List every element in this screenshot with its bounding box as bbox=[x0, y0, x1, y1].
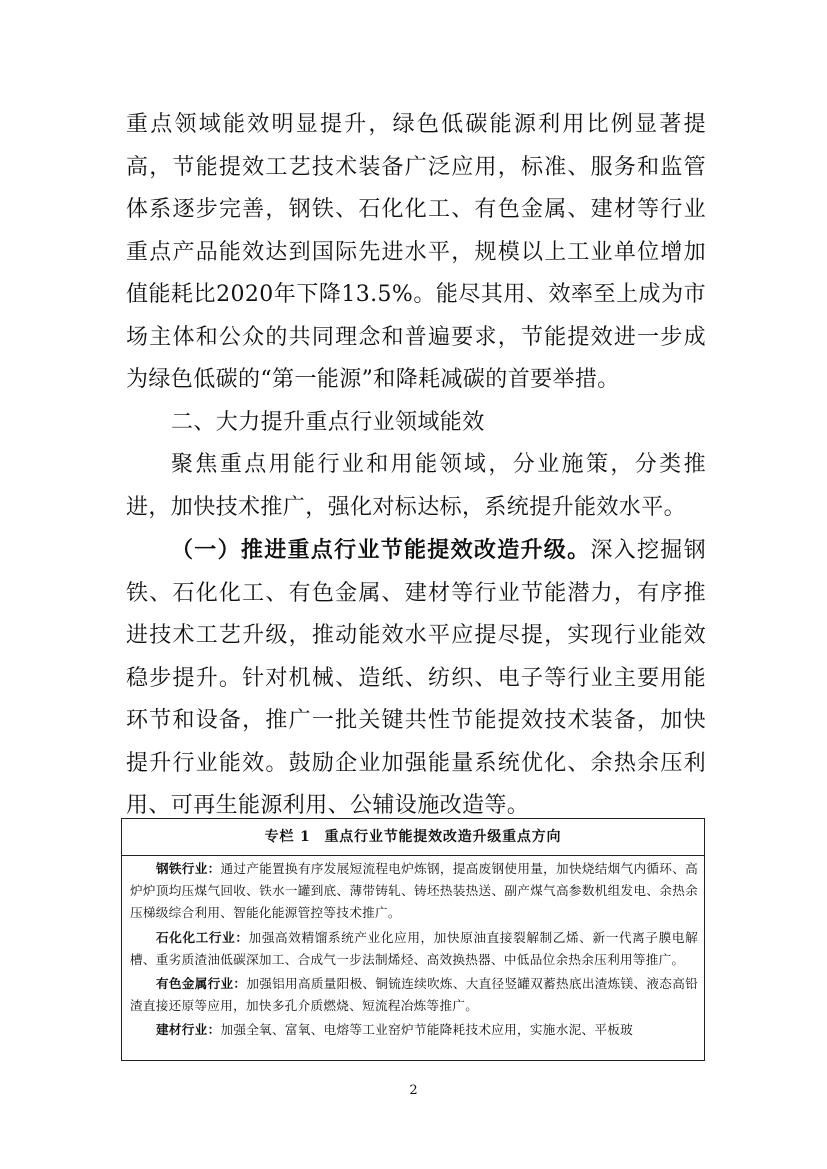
page-number: 2 bbox=[409, 1083, 418, 1098]
paragraph-upgrade bbox=[126, 529, 706, 828]
box-item-text: 加强高效精馏系统产业化应用，加快原油直接裂解制乙烯、新一代离子膜电解槽、重劣质渣油低碳深加工、合成气一步法制烯烃、高效换热器、中低品位余热余压利用等推广。 bbox=[130, 929, 698, 967]
box-item-industry: 有色金属行业： bbox=[156, 976, 247, 992]
box-item-text: 加强全氧、富氧、电熔等工业窑炉节能降耗技术应用，实施水泥、平板玻 bbox=[220, 1022, 634, 1038]
paragraph-goals: 重点领域能效明显提升，绿色低碳能源利用比例显著提高，节能提效工艺技术装备广泛应用，标准、服务和监管体系逐步完善，钢铁、石化化工、有色金属、建材等行业重点产品能效达到国际先进水平，规模以上工业单位增加值能耗比2020年下降13.5%。能尽其用、效率至上成为市场主体和公众的共同理念和普遍要求，节能提效进一步成为绿色低碳的“第一能源”和降耗减碳的首要举措。 bbox=[126, 112, 706, 392]
box-item-building-materials bbox=[130, 1019, 698, 1041]
box-item-industry: 建材行业： bbox=[156, 1022, 221, 1038]
paragraph-upgrade-text: 深入挖掘钢铁、石化化工、有色金属、建材等行业节能潜力，有序推进技术工艺升级，推动能效水平应提尽提，实现行业能效稳步提升。针对机械、造纸、纺织、电子等行业主要用能环节和设备，推广一批关键共性节能提效技术装备，加快提升行业能效。鼓励企业加强能量系统优化、余热余压利用、可再生能源利用、公辅设施改造等。 bbox=[126, 538, 706, 818]
box-item-nonferrous bbox=[130, 973, 698, 1017]
box-item-petrochemical bbox=[130, 927, 698, 971]
box-item-industry: 石化化工行业： bbox=[156, 929, 249, 945]
box-item-industry: 钢铁行业： bbox=[156, 861, 221, 876]
box-item-text: 通过产能置换有序发展短流程电炉炼钢，提高废钢使用量，加快烧结烟气内循环、高炉炉顶均压煤气回收、铁水一罐到底、薄带铸轧、铸坯热装热送、副产煤气高参数机组发电、余热余压梯级综合利用、智能化能源管控等技术推广。 bbox=[130, 861, 698, 921]
paragraph-upgrade-lead: （一）推进重点行业节能提效改造升级。 bbox=[171, 537, 591, 563]
paragraph-intro: 聚焦重点用能行业和用能领域，分业施策，分类推进，加快技术推广，强化对标达标，系统提升能效水平。 bbox=[126, 452, 706, 520]
box-title bbox=[122, 819, 704, 856]
box-title-text: 重点行业节能提效改造升级重点方向 bbox=[324, 829, 562, 845]
sidebar-box bbox=[121, 818, 705, 1061]
box-number: 专栏 1 bbox=[264, 829, 311, 845]
box-item-steel bbox=[130, 858, 698, 925]
section-heading: 二、大力提升重点行业领域能效 bbox=[171, 409, 485, 435]
box-item-text: 加强铝用高质量阳极、铜锍连续吹炼、大直径竖罐双蓄热底出渣炼镁、液态高铅渣直接还原等应用，加快多孔介质燃烧、短流程冶炼等推广。 bbox=[130, 976, 699, 1014]
body-text bbox=[126, 104, 706, 828]
box-body bbox=[122, 856, 704, 1042]
